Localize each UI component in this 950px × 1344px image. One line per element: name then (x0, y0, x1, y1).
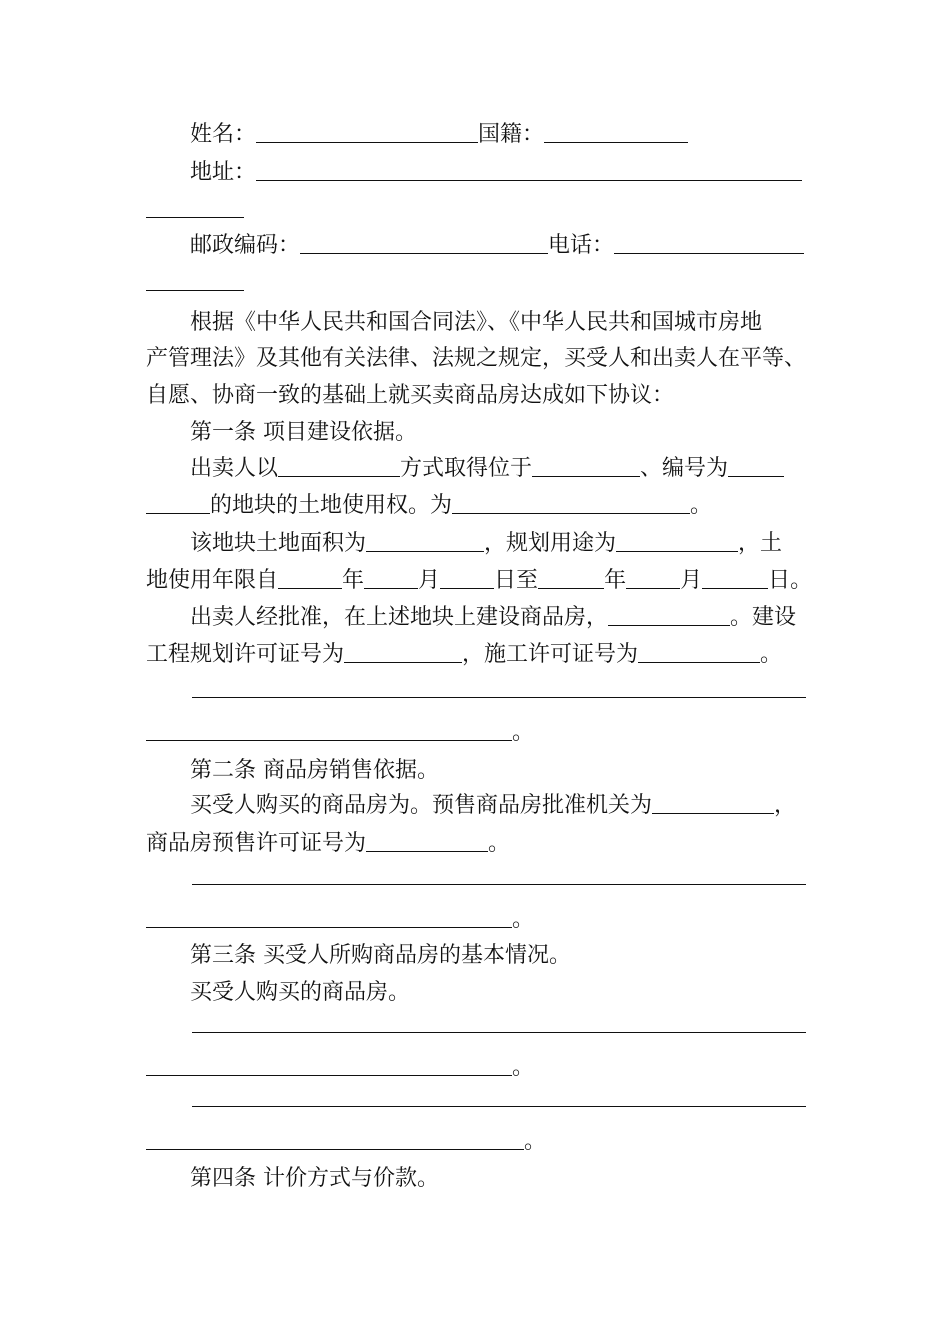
article1-para3-line2 (146, 640, 782, 670)
article3-fill-line-1[interactable] (192, 1032, 806, 1033)
article3-title: 第三条 买受人所购商品房的基本情况。 (190, 943, 571, 968)
article3-fill-line-2 (146, 1053, 534, 1083)
planning-permit-blank[interactable] (344, 640, 462, 663)
preamble-line-3: 自愿、协商一致的基础上就买卖商品房达成如下协议： (146, 383, 675, 408)
article2-fill-blank[interactable] (146, 905, 512, 928)
address-blank-continued[interactable] (146, 217, 244, 218)
approval-authority-blank[interactable] (652, 791, 774, 814)
article2-title: 第二条 商品房销售依据。 (190, 758, 439, 783)
article1-fill-line-2 (146, 718, 534, 748)
day-end-label: 日。 (768, 568, 813, 593)
article1-text: 方式取得位于 (400, 456, 533, 481)
article2-para1-line2 (146, 829, 510, 859)
article1-para1-line1 (190, 454, 784, 484)
article1-para2-line2 (146, 566, 812, 596)
nationality-label: 国籍： (478, 122, 545, 147)
article1-text: 该地块土地面积为 (190, 531, 367, 556)
address-label: 地址： (190, 160, 257, 185)
purpose-blank[interactable] (452, 491, 690, 514)
phone-blank-continued[interactable] (146, 290, 244, 291)
name-blank[interactable] (256, 120, 478, 143)
land-area-blank[interactable] (366, 529, 484, 552)
article3-fill-line-4 (146, 1127, 546, 1157)
article1-fill-line-1[interactable] (192, 697, 806, 698)
period: 。 (690, 493, 713, 518)
article1-para3-line1 (190, 603, 796, 633)
article3-para1: 买受人购买的商品房。 (190, 980, 411, 1005)
article2-text: 买受人购买的商品房为。预售商品房批准机关为 (190, 793, 653, 818)
address-blank[interactable] (256, 158, 802, 181)
article1-para1-line2 (146, 491, 712, 521)
land-location-blank[interactable] (532, 454, 640, 477)
preamble-line-2: 产管理法》及其他有关法律、法规之规定，买受人和出卖人在平等、 (146, 346, 807, 371)
planned-use-blank[interactable] (616, 529, 738, 552)
end-year-blank[interactable] (538, 566, 604, 589)
month-label: 月 (680, 568, 703, 593)
article1-text: 。建设 (730, 605, 797, 630)
month-label: 月 (418, 568, 441, 593)
article1-para2-line1 (190, 529, 782, 559)
period: 。 (524, 1129, 547, 1154)
start-day-blank[interactable] (440, 566, 494, 589)
article1-text: 地使用年限自 (146, 568, 279, 593)
year-label: 年 (604, 568, 627, 593)
article1-text: ，土 (738, 531, 783, 556)
article1-fill-blank[interactable] (146, 718, 512, 741)
period: 。 (512, 1055, 535, 1080)
construction-permit-blank[interactable] (638, 640, 760, 663)
phone-label: 电话： (548, 233, 615, 258)
land-acquisition-method-blank[interactable] (278, 454, 400, 477)
postcode-row (190, 231, 804, 261)
period: 。 (488, 831, 511, 856)
land-number-blank[interactable] (728, 454, 784, 477)
article1-text: 、编号为 (640, 456, 729, 481)
postcode-label: 邮政编码： (190, 233, 301, 258)
year-label: 年 (342, 568, 365, 593)
article2-para1-line1 (190, 791, 796, 821)
article1-text: 出卖人以 (190, 456, 279, 481)
start-year-blank[interactable] (278, 566, 342, 589)
article1-text: ，规划用途为 (484, 531, 617, 556)
period: 。 (760, 642, 783, 667)
article4-title: 第四条 计价方式与价款。 (190, 1166, 439, 1191)
day-to-label: 日至 (494, 568, 539, 593)
article1-text: 工程规划许可证号为 (146, 642, 345, 667)
article2-text: ， (774, 793, 797, 818)
nationality-blank[interactable] (544, 120, 688, 143)
preamble-line-1: 根据《中华人民共和国合同法》、《中华人民共和国城市房地 (190, 310, 763, 335)
postcode-blank[interactable] (300, 231, 548, 254)
name-label: 姓名： (190, 122, 257, 147)
article3-fill-blank-1[interactable] (146, 1053, 512, 1076)
article3-fill-line-3[interactable] (192, 1106, 806, 1107)
article2-fill-line-2 (146, 905, 534, 935)
phone-blank[interactable] (614, 231, 804, 254)
article1-text: ，施工许可证号为 (462, 642, 639, 667)
period: 。 (512, 907, 535, 932)
address-row (190, 158, 802, 188)
start-month-blank[interactable] (364, 566, 418, 589)
end-month-blank[interactable] (626, 566, 680, 589)
presale-permit-blank[interactable] (366, 829, 488, 852)
article2-text: 商品房预售许可证号为 (146, 831, 367, 856)
article1-title: 第一条 项目建设依据。 (190, 420, 417, 445)
land-number-blank-continued[interactable] (146, 491, 210, 514)
article1-text: 的地块的土地使用权。为 (210, 493, 453, 518)
article1-text: 出卖人经批准，在上述地块上建设商品房， (190, 605, 609, 630)
article3-fill-blank-2[interactable] (146, 1127, 524, 1150)
end-day-blank[interactable] (702, 566, 768, 589)
period: 。 (512, 720, 535, 745)
construction-blank[interactable] (608, 603, 730, 626)
article2-fill-line-1[interactable] (192, 884, 806, 885)
name-row (190, 120, 688, 150)
